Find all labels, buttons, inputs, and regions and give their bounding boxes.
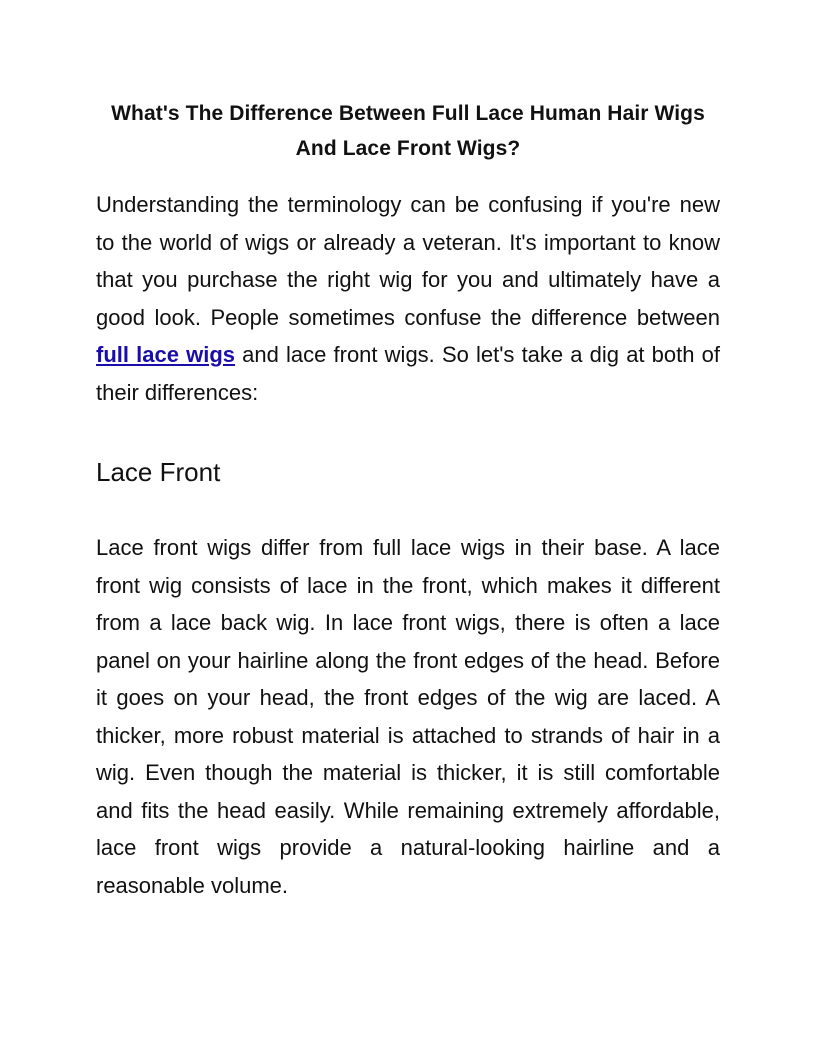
intro-text-after-link: and lace front wigs. So let's take a dig at both of their differences: — [96, 342, 720, 405]
full-lace-wigs-link[interactable]: full lace wigs — [96, 342, 235, 367]
document-page — [96, 96, 720, 904]
intro-text-before-link: Understanding the terminology can be confusing if you're new to the world of wigs or already a veteran. It's important to know that you purchase the right wig for you and ultimately have a good look. People sometimes confuse the difference between — [96, 192, 720, 330]
document-title: What's The Difference Between Full Lace Human Hair Wigs And Lace Front Wigs? — [111, 102, 705, 160]
intro-paragraph — [96, 186, 720, 411]
lace-front-paragraph: Lace front wigs differ from full lace wigs in their base. A lace front wig consists of lace in the front, which makes it different from a lace back wig. In lace front wigs, there is often a lace panel on your hairline along the front edges of the head. Before it goes on your head, the front edges of the wig are laced. A thicker, more robust material is attached to strands of hair in a wig. Even though the material is thicker, it is still comfortable and fits the head easily. While remaining extremely affordable, lace front wigs provide a natural-looking hairline and a reasonable volume. — [96, 535, 720, 898]
section-heading-lace-front: Lace Front — [96, 457, 221, 487]
